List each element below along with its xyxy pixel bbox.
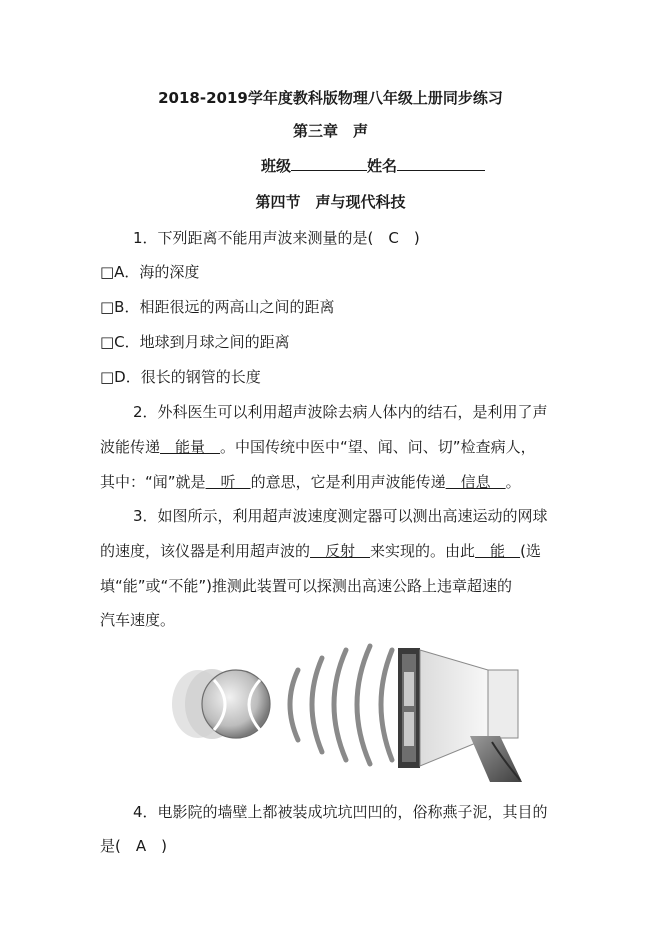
q3-text: 的速度，该仪器是利用超声波的 — [100, 542, 311, 560]
q3-line-3: 填“能”或“不能”)推测此装置可以探测出高速公路上违章超速的 — [100, 577, 512, 595]
q4-line-1: 4．电影院的墙壁上都被装成坑坑凹凹的，俗称燕子泥，其目的 — [133, 803, 548, 821]
q1-option-c: □C．地球到月球之间的距离 — [100, 333, 290, 351]
q3-line-2 — [100, 541, 541, 561]
q2-line-2 — [100, 437, 536, 457]
q2-answer-3: 信息 — [445, 473, 506, 491]
q2-line-1: 2．外科医生可以利用超声波除去病人体内的结石，是利用了声 — [133, 403, 548, 421]
q1-option-a: □A．海的深度 — [100, 263, 200, 281]
q2-answer-1: 能量 — [160, 438, 221, 456]
speed-gun — [398, 648, 522, 782]
q1-option-d: □D．很长的钢管的长度 — [100, 368, 261, 386]
q3-answer-1: 反射 — [310, 542, 371, 560]
q2-text: 。 — [505, 473, 521, 491]
name-blank[interactable] — [397, 155, 485, 171]
name-label: 姓名 — [367, 157, 398, 175]
chapter-title: 第三章 声 — [292, 122, 368, 140]
q3-text: (选 — [520, 542, 541, 560]
q1-option-b: □B．相距很远的两高山之间的距离 — [100, 298, 335, 316]
q4-line-2: 是( A ) — [100, 837, 167, 855]
q3-line-4: 汽车速度。 — [100, 611, 176, 629]
section-title: 第四节 声与现代科技 — [255, 193, 406, 211]
q2-text: 波能传递 — [100, 438, 161, 456]
sound-wave-arcs — [290, 646, 392, 764]
q2-text: 。中国传统中医中“望、闻、问、切”检查病人， — [220, 438, 536, 456]
q3-text: 来实现的。由此 — [370, 542, 476, 560]
class-blank[interactable] — [291, 155, 367, 171]
q3-line-1: 3．如图所示，利用超声波速度测定器可以测出高速运动的网球 — [133, 507, 548, 525]
ultrasonic-speed-gun-figure — [170, 640, 532, 785]
class-name-line — [261, 155, 485, 176]
worksheet-title: 2018-2019学年度教科版物理八年级上册同步练习 — [158, 89, 503, 107]
q2-text: 的意思，它是利用声波能传递 — [250, 473, 446, 491]
tennis-ball — [202, 670, 270, 738]
q2-line-3 — [100, 472, 521, 492]
q3-answer-2: 能 — [475, 542, 521, 560]
q2-text: 其中：“闻”就是 — [100, 473, 206, 491]
q1-stem: 1．下列距离不能用声波来测量的是( C ) — [133, 229, 420, 247]
q2-answer-2: 听 — [205, 473, 251, 491]
class-label: 班级 — [261, 157, 292, 175]
